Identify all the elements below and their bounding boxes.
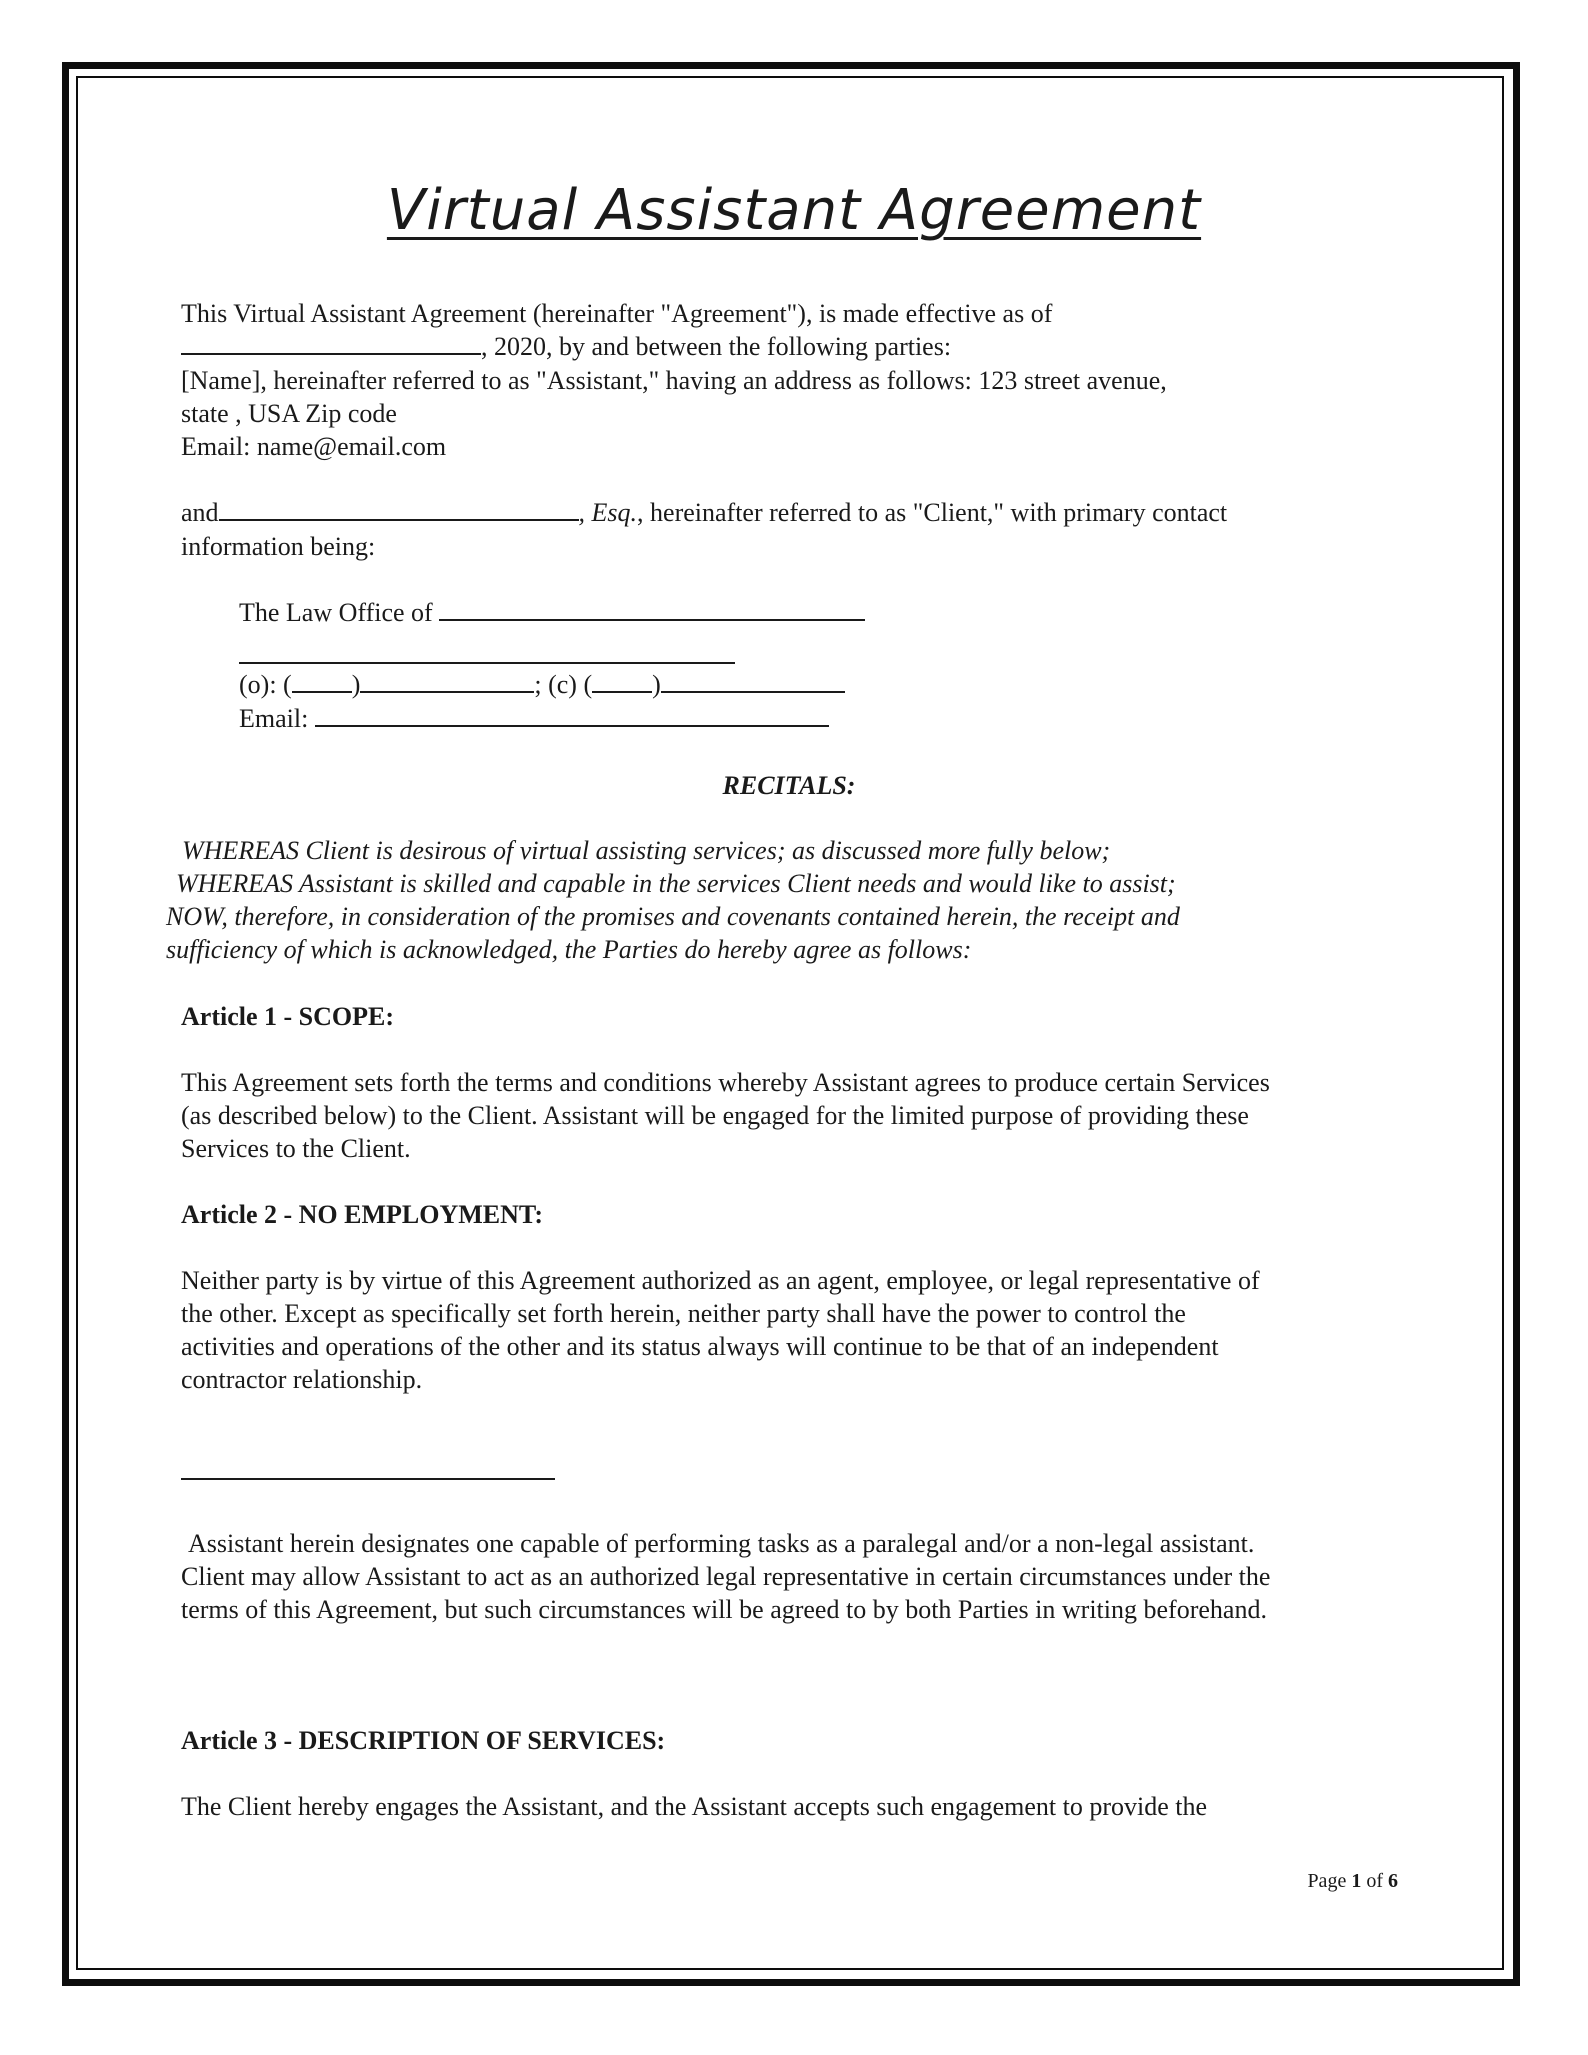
recital-item: WHEREAS Assistant is skilled and capable in the services Client needs and would like to assist; (176, 869, 1176, 898)
article-2-text: contractor relationship. (181, 1365, 423, 1394)
article-1-heading: Article 1 - SCOPE: (181, 1002, 395, 1031)
article-2-text: the other. Except as specifically set forth herein, neither party shall have the power to control the (181, 1299, 1186, 1328)
client-line-continued: information being: (181, 532, 376, 561)
page-number: Page 1 of 6 (1307, 1870, 1398, 1892)
effective-date-line: , 2020, by and between the following parties: (181, 330, 951, 363)
designation-blank[interactable] (181, 1478, 555, 1480)
designation-text: Assistant herein designates one capable of performing tasks as a paralegal and/or a non-legal assistant. (188, 1529, 1255, 1558)
article-1-text: (as described below) to the Client. Assistant will be engaged for the limited purpose of providing these (181, 1101, 1249, 1130)
article-1-text: Services to the Client. (181, 1134, 411, 1163)
designation-text: terms of this Agreement, but such circumstances will be agreed to by both Parties in writing beforehand. (181, 1595, 1267, 1624)
article-1-text: This Agreement sets forth the terms and conditions whereby Assistant agrees to produce certain Services (181, 1068, 1270, 1097)
effective-date-blank[interactable] (181, 331, 481, 355)
article-2-heading: Article 2 - NO EMPLOYMENT: (181, 1200, 543, 1229)
phone-line: (o): ( ) ; (c) ( ) (239, 668, 845, 701)
document-title: Virtual Assistant Agreement (386, 178, 1202, 243)
cell-area-code-blank[interactable] (592, 669, 652, 693)
recital-item: sufficiency of which is acknowledged, the Parties do hereby agree as follows: (166, 935, 972, 964)
assistant-line: [Name], hereinafter referred to as "Assistant," having an address as follows: 123 street avenue, (181, 366, 1167, 395)
client-email-blank[interactable] (315, 703, 829, 727)
assistant-address-line: state , USA Zip code (181, 399, 397, 428)
office-phone-blank[interactable] (360, 669, 534, 693)
cell-phone-blank[interactable] (661, 669, 845, 693)
article-3-heading: Article 3 - DESCRIPTION OF SERVICES: (181, 1726, 666, 1755)
article-2-text: Neither party is by virtue of this Agreement authorized as an agent, employee, or legal representative of (181, 1266, 1260, 1295)
intro-line: This Virtual Assistant Agreement (hereinafter "Agreement"), is made effective as of (181, 299, 1053, 328)
client-line: and , Esq., hereinafter referred to as "Client," with primary contact (181, 498, 1228, 527)
client-email-line: Email: (239, 702, 829, 735)
office-area-code-blank[interactable] (292, 669, 352, 693)
law-office-line: The Law Office of (239, 596, 865, 629)
recital-item: WHEREAS Client is desirous of virtual assisting services; as discussed more fully below; (182, 836, 1111, 865)
article-2-text: activities and operations of the other and its status always will continue to be that of an independent (181, 1332, 1219, 1361)
article-3-text: The Client hereby engages the Assistant, and the Assistant accepts such engagement to provide the (181, 1792, 1208, 1821)
client-name-blank[interactable] (219, 497, 579, 521)
assistant-email: Email: name@email.com (181, 432, 447, 461)
designation-text: Client may allow Assistant to act as an authorized legal representative in certain circumstances under the (181, 1562, 1271, 1591)
address-blank[interactable] (239, 662, 735, 664)
recitals-heading: RECITALS: (722, 771, 856, 800)
law-office-blank[interactable] (439, 597, 865, 621)
recital-item: NOW, therefore, in consideration of the promises and covenants contained herein, the receipt and (166, 902, 1180, 931)
